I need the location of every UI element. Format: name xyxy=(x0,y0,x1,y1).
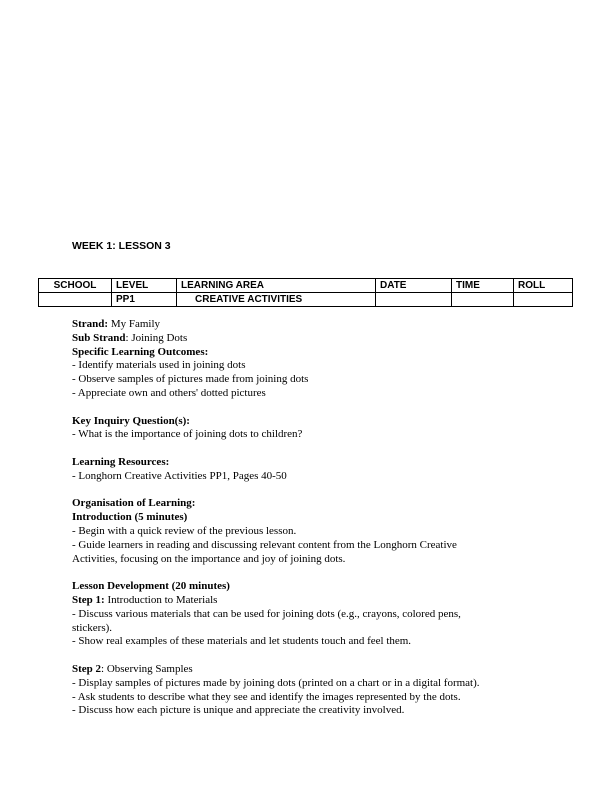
header-level: LEVEL xyxy=(112,279,177,293)
lesson-content xyxy=(72,318,542,718)
cell-time xyxy=(452,293,514,307)
development-title xyxy=(72,580,542,594)
outcomes-title-text: Specific Learning Outcomes: xyxy=(72,345,209,358)
header-school: SCHOOL xyxy=(39,279,112,293)
header-learning-area: LEARNING AREA xyxy=(177,279,376,293)
introduction-title-text: Introduction (5 minutes) xyxy=(72,511,188,524)
inquiry-title-text: Key Inquiry Question(s): xyxy=(72,414,190,427)
cell-date xyxy=(376,293,452,307)
list-item: - What is the importance of joining dots to children? xyxy=(72,428,303,441)
list-item: - Discuss how each picture is unique and appreciate the creativity involved. xyxy=(72,704,405,717)
header-roll: ROLL xyxy=(514,279,573,293)
introduction-title xyxy=(72,511,542,525)
cell-school xyxy=(39,293,112,307)
inquiry-title xyxy=(72,415,542,429)
resources-title-text: Learning Resources: xyxy=(72,455,170,468)
list-item: - Show real examples of these materials and let students touch and feel them. xyxy=(72,635,412,648)
cell-roll xyxy=(514,293,573,307)
lesson-heading: WEEK 1: LESSON 3 xyxy=(72,240,171,252)
strand-line xyxy=(72,318,542,332)
list-item: Activities, focusing on the importance and joy of joining dots. xyxy=(72,552,346,565)
table-row xyxy=(39,293,573,307)
list-item: - Display samples of pictures made by joining dots (printed on a chart or in a digital format). xyxy=(72,676,480,689)
step2-line xyxy=(72,663,542,677)
step2-value: : Observing Samples xyxy=(101,662,193,675)
sub-strand-line xyxy=(72,332,542,346)
step1-value: Introduction to Materials xyxy=(104,593,218,606)
development-title-text: Lesson Development (20 minutes) xyxy=(72,580,230,593)
outcomes-title xyxy=(72,346,542,360)
list-item: stickers). xyxy=(72,621,113,634)
list-item: - Discuss various materials that can be used for joining dots (e.g., crayons, colored pens, xyxy=(72,607,461,620)
list-item: - Longhorn Creative Activities PP1, Pages 40-50 xyxy=(72,469,287,482)
strand-label: Strand: xyxy=(72,318,109,330)
header-time: TIME xyxy=(452,279,514,293)
resources-title xyxy=(72,456,542,470)
sub-strand-value: : Joining Dots xyxy=(125,331,188,344)
step1-line xyxy=(72,594,542,608)
list-item: - Ask students to describe what they see and identify the images represented by the dots. xyxy=(72,690,461,703)
sub-strand-label: Sub Strand xyxy=(72,331,126,344)
header-date: DATE xyxy=(376,279,452,293)
list-item: - Begin with a quick review of the previous lesson. xyxy=(72,524,297,537)
list-item: - Observe samples of pictures made from joining dots xyxy=(72,373,309,386)
organisation-title-text: Organisation of Learning: xyxy=(72,497,196,510)
list-item: - Guide learners in reading and discussing relevant content from the Longhorn Creative xyxy=(72,538,457,551)
learning-area-value: CREATIVE ACTIVITIES xyxy=(195,294,303,305)
cell-level: PP1 xyxy=(112,293,177,307)
lesson-meta-table xyxy=(38,278,573,307)
cell-learning-area xyxy=(177,293,376,307)
step2-label: Step 2 xyxy=(72,662,102,675)
table-header-row xyxy=(39,279,573,293)
step1-label: Step 1: xyxy=(72,593,105,606)
organisation-title xyxy=(72,497,542,511)
list-item: - Identify materials used in joining dots xyxy=(72,359,246,372)
list-item: - Appreciate own and others' dotted pictures xyxy=(72,386,266,399)
strand-value: My Family xyxy=(108,318,161,330)
